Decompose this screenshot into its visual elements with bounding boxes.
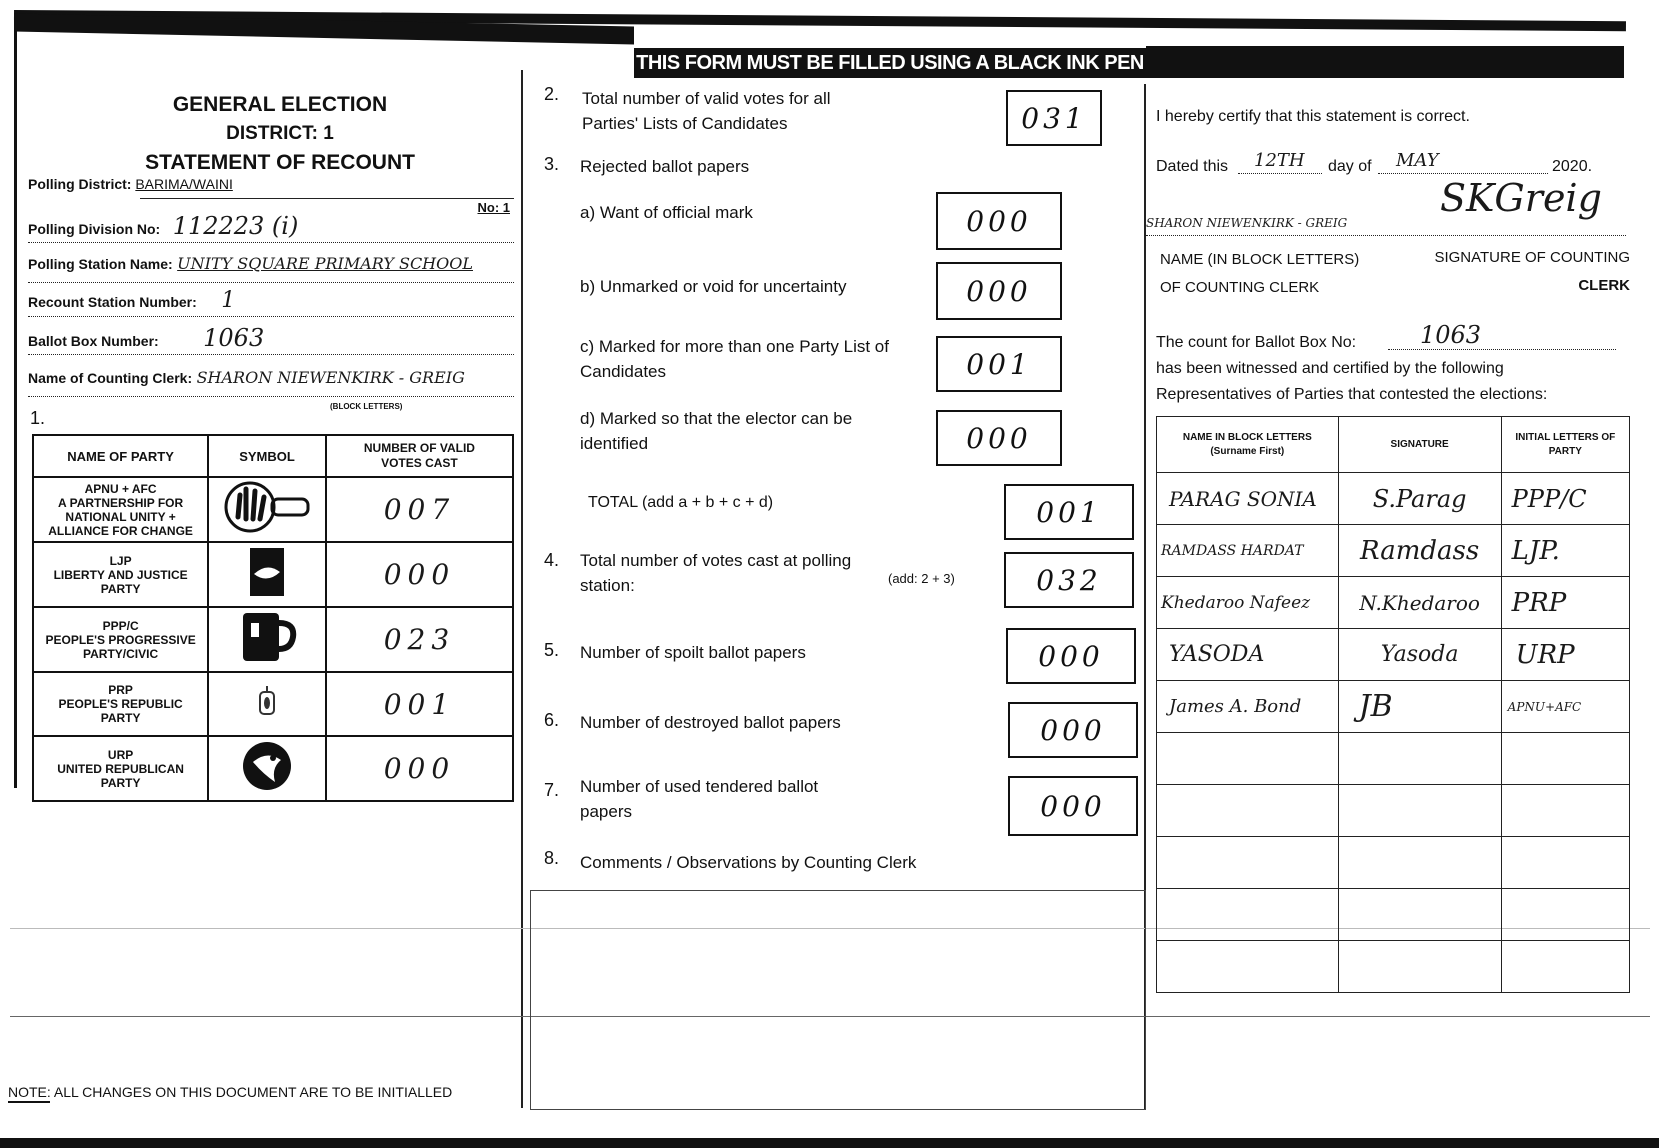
s3-label: Rejected ballot papers [580, 157, 750, 176]
s3c-label-line1: c) Marked for more than one Party List of [580, 337, 889, 356]
clerk-name-value[interactable]: SHARON NIEWENKIRK - GREIG [1146, 216, 1348, 230]
s7-label-line1: Number of used tendered ballot [580, 777, 819, 796]
clerk-signature-value[interactable]: SKGreig [1440, 176, 1602, 220]
votes-ljp[interactable]: 000 [326, 542, 513, 607]
party-name: UNITED REPUBLICAN PARTY [57, 761, 184, 790]
s7-label [580, 774, 818, 824]
witness-row-empty[interactable] [1157, 889, 1630, 941]
certify-text: I hereby certify that this statement is correct. [1156, 108, 1470, 125]
s7-value-box[interactable]: 000 [1008, 776, 1138, 836]
witness-row-empty[interactable] [1157, 837, 1630, 889]
day-field [1238, 172, 1322, 174]
polling-division-value[interactable]: 112223 (i) [172, 212, 299, 240]
count-line1: The count for Ballot Box No: [1156, 334, 1357, 351]
party-abbr: APNU + AFC [84, 481, 157, 496]
clerk-sign-line [1146, 234, 1626, 236]
title-district: DISTRICT: 1 [226, 123, 334, 144]
recount-station-label: Recount Station Number: [28, 294, 197, 310]
polling-division-label: Polling Division No: [28, 221, 161, 237]
hand-icon [222, 479, 312, 535]
count-line3: Representatives of Parties that contested the elections: [1156, 386, 1548, 403]
witness-party[interactable]: URP [1501, 629, 1629, 681]
party-row-pppc [33, 607, 513, 672]
dated-this-label: Dated this [1156, 158, 1229, 175]
name-caption-line1: NAME (IN BLOCK LETTERS) [1160, 251, 1360, 268]
s4-label-line1: Total number of votes cast at polling [580, 551, 852, 570]
s3d-label [580, 406, 852, 456]
counting-clerk-label: Name of Counting Clerk: [28, 370, 193, 386]
s3-number: 3. [544, 154, 560, 174]
witness-row-empty[interactable] [1157, 941, 1630, 993]
witness-row-empty[interactable] [1157, 733, 1630, 785]
polling-station-label: Polling Station Name: [28, 256, 173, 272]
s2-number: 2. [544, 84, 560, 104]
party-abbr: URP [107, 747, 134, 762]
ballot-box-label: Ballot Box Number: [28, 333, 159, 349]
cup-icon [237, 609, 297, 665]
s5-value-box[interactable]: 000 [1006, 628, 1136, 684]
party-abbr: LJP [109, 553, 132, 568]
month-value[interactable]: MAY [1396, 150, 1439, 171]
ballot-box-row [28, 324, 514, 355]
witness-name[interactable]: Khedaroo Nafeez [1157, 577, 1339, 629]
recount-station-row [28, 288, 514, 317]
party-row-urp [33, 736, 513, 801]
counting-clerk-value[interactable]: SHARON NIEWENKIRK - GREIG [196, 368, 465, 387]
party-abbr: PRP [108, 683, 133, 697]
votes-urp[interactable]: 000 [326, 736, 513, 801]
year-label: 2020. [1552, 158, 1593, 175]
witness-row [1157, 525, 1630, 577]
section1-number: 1. [30, 408, 46, 428]
witness-signature[interactable]: S.Parag [1338, 473, 1501, 525]
count-line1-row [1156, 321, 1636, 356]
party-name: PEOPLE'S PROGRESSIVE PARTY/CIVIC [45, 632, 196, 661]
s4-number: 4. [544, 550, 560, 570]
banner-text: THIS FORM MUST BE FILLED USING A BLACK INK PEN [634, 48, 1146, 78]
s3b-label: b) Unmarked or void for uncertainty [580, 277, 847, 296]
block-letters-note: (BLOCK LETTERS) [330, 402, 403, 411]
header-votes-cast: NUMBER OF VALID VOTES CAST [326, 435, 513, 477]
s6-value-box[interactable]: 000 [1008, 702, 1138, 758]
form-left-border [14, 18, 17, 788]
total-label: TOTAL (add a + b + c + d) [588, 494, 774, 511]
s4-note: (add: 2 + 3) [888, 571, 955, 586]
witness-table [1156, 416, 1630, 993]
note-underline [8, 1101, 50, 1103]
s2-label-line2: Parties' Lists of Candidates [582, 114, 788, 133]
polling-district-value: BARIMA/WAINI [135, 176, 233, 192]
signature-caption [1414, 244, 1630, 300]
polling-division-row [28, 212, 514, 243]
s3d-value-box[interactable]: 000 [936, 410, 1062, 466]
s2-value-box[interactable]: 031 [1006, 90, 1102, 146]
party-row-ljp [33, 542, 513, 607]
name-caption [1160, 246, 1359, 302]
s7-number: 7. [544, 780, 560, 800]
lantern-icon [252, 682, 282, 722]
party-abbr: PPP/C [102, 618, 139, 633]
s5-number: 5. [544, 640, 560, 660]
ballot-box-value[interactable]: 1063 [203, 324, 265, 352]
handshake-icon [242, 544, 292, 600]
witness-row [1157, 629, 1630, 681]
s6-label: Number of destroyed ballot papers [580, 713, 841, 732]
witness-signature[interactable]: JB [1338, 681, 1501, 733]
s3b-value-box[interactable]: 000 [936, 262, 1062, 320]
signature-caption-line1: SIGNATURE OF COUNTING [1434, 249, 1630, 266]
header-name-of-party: NAME OF PARTY [33, 435, 208, 477]
signature-caption-line2: CLERK [1578, 277, 1630, 294]
day-of-label: day of [1328, 158, 1372, 175]
s3c-label-line2: Candidates [580, 362, 667, 381]
comments-box[interactable] [530, 890, 1146, 1110]
s3c-value-box[interactable]: 001 [936, 336, 1062, 392]
s2-label-line1: Total number of valid votes for all [582, 89, 831, 108]
witness-name[interactable]: PARAG SONIA [1157, 473, 1339, 525]
witness-party[interactable]: APNU+AFC [1501, 681, 1629, 733]
s8-number: 8. [544, 848, 560, 868]
bottom-bar [0, 1138, 1659, 1148]
witness-party[interactable]: PPP/C [1501, 473, 1629, 525]
witness-name[interactable]: RAMDASS HARDAT [1157, 525, 1339, 577]
s8-label: Comments / Observations by Counting Clerk [580, 853, 917, 872]
banner-bar-right [1146, 46, 1624, 78]
divider-left [521, 70, 523, 1108]
form-title [130, 90, 430, 177]
s3a-label: a) Want of official mark [580, 203, 753, 222]
witness-signature[interactable]: Yasoda [1338, 629, 1501, 681]
s3d-label-line1: d) Marked so that the elector can be [580, 409, 853, 428]
month-field [1378, 172, 1548, 174]
witness-row [1157, 473, 1630, 525]
header-witness-party: INITIAL LETTERS OF PARTY [1501, 417, 1629, 473]
day-value[interactable]: 12TH [1254, 150, 1305, 171]
title-statement: STATEMENT OF RECOUNT [145, 151, 415, 174]
polling-district-label: Polling District: [28, 176, 132, 192]
s6-number: 6. [544, 710, 560, 730]
s3c-label [580, 334, 889, 384]
party-row-apnu [33, 477, 513, 542]
s4-label [580, 548, 851, 598]
witness-signature[interactable]: N.Khedaroo [1338, 577, 1501, 629]
count-line2: has been witnessed and certified by the following [1156, 360, 1504, 377]
s4-value-box[interactable]: 032 [1004, 552, 1134, 608]
bird-icon [239, 738, 295, 794]
party-votes-table [32, 434, 514, 802]
total-value-box[interactable]: 001 [1004, 484, 1134, 540]
district-underline [140, 198, 514, 199]
note-text: NOTE: ALL CHANGES ON THIS DOCUMENT ARE TO BE INITIALLED [8, 1084, 453, 1100]
witness-name[interactable]: YASODA [1157, 629, 1339, 681]
polling-station-value[interactable]: UNITY SQUARE PRIMARY SCHOOL [177, 254, 473, 273]
witness-party[interactable]: PRP [1501, 577, 1629, 629]
s3a-value-box[interactable]: 000 [936, 192, 1062, 250]
name-caption-line2: OF COUNTING CLERK [1160, 279, 1320, 296]
witness-row-empty[interactable] [1157, 785, 1630, 837]
no-label: No: 1 [477, 200, 510, 215]
title-general-election: GENERAL ELECTION [172, 93, 388, 116]
witness-signature[interactable]: Ramdass [1338, 525, 1501, 577]
party-row-prp [33, 672, 513, 736]
votes-apnu[interactable]: 007 [326, 477, 513, 542]
s5-label: Number of spoilt ballot papers [580, 643, 806, 662]
header-witness-signature: SIGNATURE [1338, 417, 1501, 473]
s3d-label-line2: identified [580, 434, 649, 453]
witness-row [1157, 681, 1630, 733]
header-witness-name: NAME IN BLOCK LETTERS (Surname First) [1157, 417, 1339, 473]
witness-party[interactable]: LJP. [1501, 525, 1629, 577]
witness-row [1157, 577, 1630, 629]
s4-label-line2: station: [580, 576, 635, 595]
polling-station-row [28, 254, 514, 283]
witness-name[interactable]: James A. Bond [1157, 681, 1339, 733]
counting-clerk-row [28, 368, 514, 397]
s7-label-line2: papers [580, 802, 632, 821]
party-name: LIBERTY AND JUSTICE PARTY [53, 567, 188, 596]
count-block [1156, 321, 1636, 408]
votes-pppc[interactable]: 023 [326, 607, 513, 672]
recount-station-value[interactable]: 1 [221, 288, 236, 313]
party-name: A PARTNERSHIP FOR NATIONAL UNITY + ALLIANCE FOR CHANGE [48, 495, 193, 538]
count-box-value[interactable]: 1063 [1420, 321, 1482, 349]
header-symbol: SYMBOL [208, 435, 326, 477]
s2-label [582, 86, 831, 136]
votes-prp[interactable]: 001 [326, 672, 513, 736]
party-name: PEOPLE'S REPUBLIC PARTY [58, 697, 183, 725]
